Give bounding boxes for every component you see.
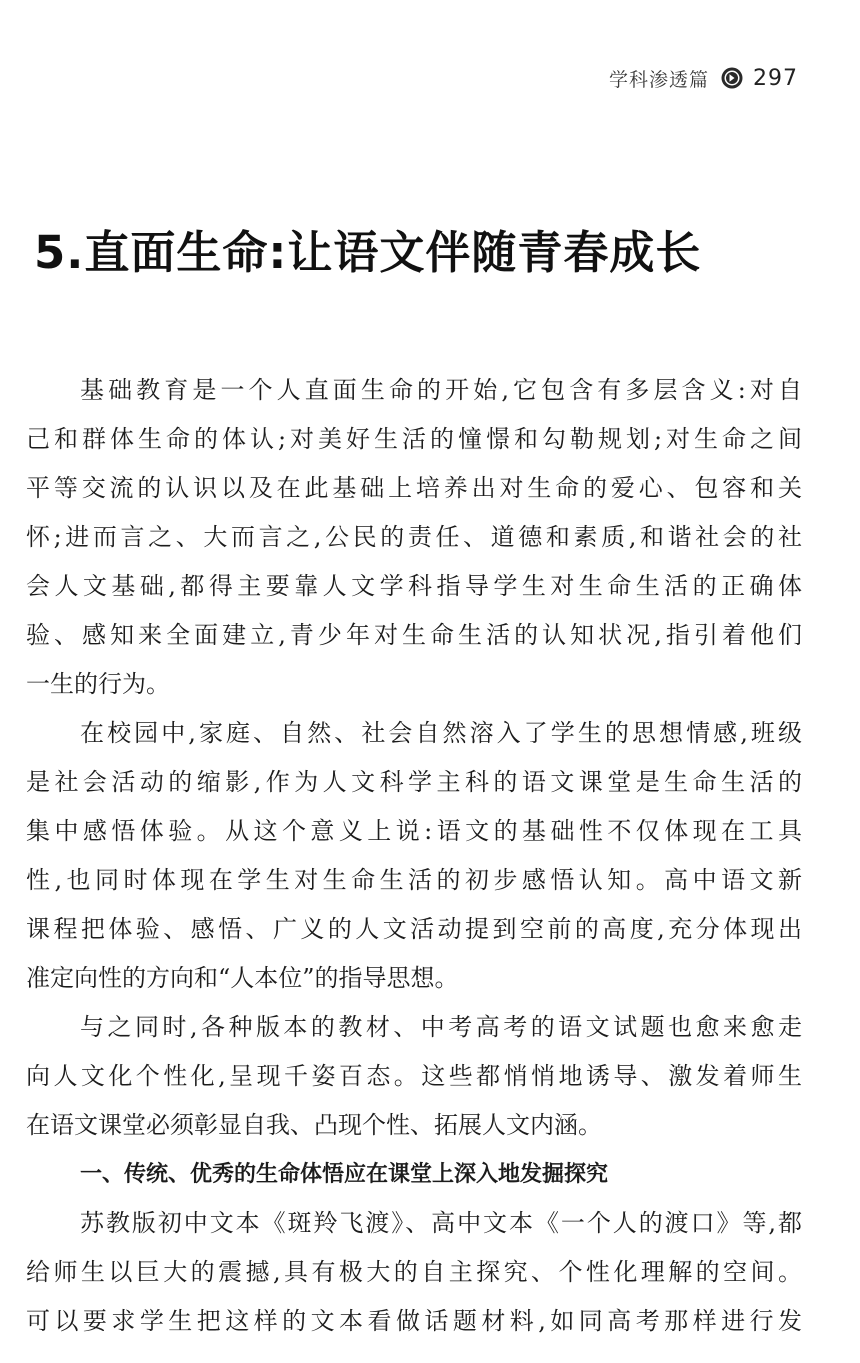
- section-heading: 一、传统、优秀的生命体悟应在课堂上深入地发掘探究: [80, 1162, 609, 1187]
- circle-arrow-icon: [721, 67, 743, 89]
- text-line: 基础教育是一个人直面生命的开始,它包含有多层含义:对自: [80, 376, 802, 404]
- text-line: 验、感知来全面建立,青少年对生命生活的认知状况,指引着他们: [26, 621, 802, 649]
- text-line: 一生的行为。: [26, 670, 170, 698]
- text-line: 准定向性的方向和“人本位”的指导思想。: [26, 964, 459, 992]
- running-header: [609, 62, 798, 94]
- text-line: 在语文课堂必须彰显自我、凸现个性、拓展人文内涵。: [26, 1111, 602, 1139]
- text-line: 集中感悟体验。从这个意义上说:语文的基础性不仅体现在工具: [26, 817, 802, 845]
- text-line: 可以要求学生把这样的文本看做话题材料,如同高考那样进行发: [26, 1307, 802, 1335]
- text-line: 苏教版初中文本《斑羚飞渡》、高中文本《一个人的渡口》等,都: [80, 1209, 802, 1237]
- text-line: 己和群体生命的体认;对美好生活的憧憬和勾勒规划;对生命之间: [26, 425, 802, 453]
- text-line: 是社会活动的缩影,作为人文科学主科的语文课堂是生命生活的: [26, 768, 802, 796]
- body-text: [26, 366, 802, 1346]
- chapter-title: 5.直面生命:让语文伴随青春成长: [34, 226, 702, 279]
- page-number: 297: [753, 65, 798, 91]
- text-line: 性,也同时体现在学生对生命生活的初步感悟认知。高中语文新: [26, 866, 802, 894]
- text-line: 怀;进而言之、大而言之,公民的责任、道德和素质,和谐社会的社: [26, 523, 802, 551]
- section-name: 学科渗透篇: [608, 68, 709, 91]
- text-line: 在校园中,家庭、自然、社会自然溶入了学生的思想情感,班级: [80, 719, 802, 747]
- text-line: 向人文化个性化,呈现千姿百态。这些都悄悄地诱导、激发着师生: [26, 1062, 802, 1090]
- text-line: 平等交流的认识以及在此基础上培养出对生命的爱心、包容和关: [26, 474, 802, 502]
- text-line: 给师生以巨大的震撼,具有极大的自主探究、个性化理解的空间。: [26, 1258, 802, 1286]
- text-line: 课程把体验、感悟、广义的人文活动提到空前的高度,充分体现出: [26, 915, 802, 943]
- text-line: 与之同时,各种版本的教材、中考高考的语文试题也愈来愈走: [80, 1013, 802, 1041]
- text-line: 会人文基础,都得主要靠人文学科指导学生对生命生活的正确体: [26, 572, 802, 600]
